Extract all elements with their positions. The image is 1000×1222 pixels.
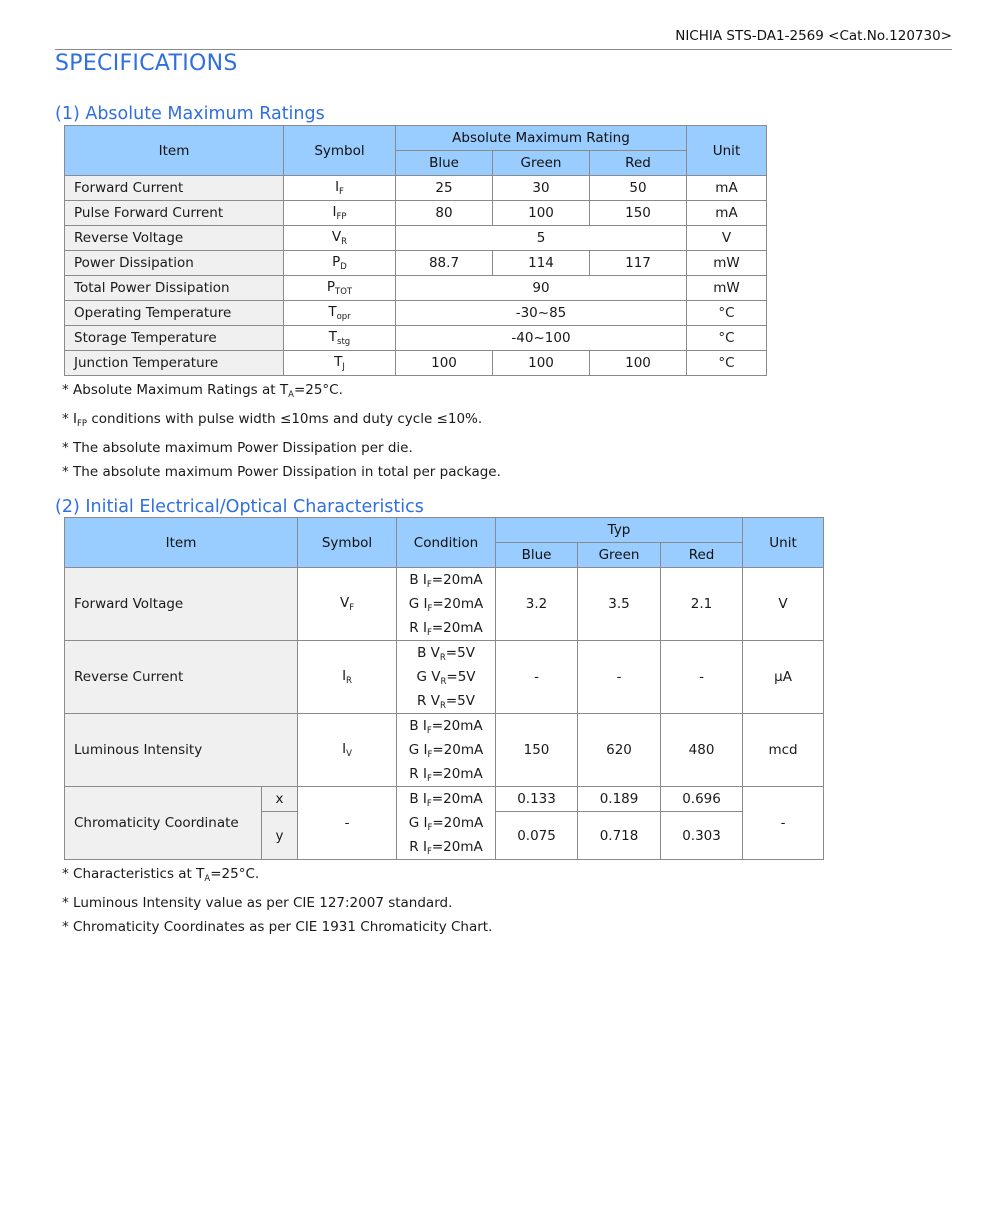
condition-subscript: F bbox=[426, 847, 432, 857]
typ-green-cell: - bbox=[578, 641, 661, 714]
condition-line bbox=[397, 568, 495, 592]
condition-line bbox=[397, 592, 495, 616]
condition-prefix: G I bbox=[408, 742, 428, 758]
typ-red-cell: 0.303 bbox=[661, 812, 743, 860]
footnote-subscript: FP bbox=[77, 419, 88, 429]
unit-cell: mA bbox=[687, 201, 767, 226]
rating-blue-cell: 88.7 bbox=[396, 251, 493, 276]
symbol-text: I bbox=[342, 741, 347, 757]
condition-prefix: B I bbox=[409, 572, 427, 588]
condition-line bbox=[397, 616, 495, 640]
typ-green-cell: 0.718 bbox=[578, 812, 661, 860]
rating-all-cell: 90 bbox=[396, 276, 687, 301]
symbol-text: T bbox=[334, 354, 343, 370]
table-row bbox=[65, 176, 767, 201]
column-header-unit: Unit bbox=[687, 126, 767, 176]
footnote-text: * Chromaticity Coordinates as per CIE 1931 Chromaticity Chart. bbox=[62, 919, 493, 935]
footnote-subscript: A bbox=[204, 874, 211, 884]
typ-blue-cell: 150 bbox=[496, 714, 578, 787]
symbol-subscript: TOT bbox=[335, 287, 353, 297]
unit-cell: °C bbox=[687, 326, 767, 351]
column-header-symbol: Symbol bbox=[298, 518, 397, 568]
symbol-text: T bbox=[328, 329, 338, 345]
item-cell: Reverse Current bbox=[65, 641, 298, 714]
typ-blue-cell: 3.2 bbox=[496, 568, 578, 641]
footnote-text: * Characteristics at T bbox=[62, 866, 205, 882]
rating-all-cell: 5 bbox=[396, 226, 687, 251]
symbol-cell bbox=[284, 351, 396, 376]
footnote-text: * The absolute maximum Power Dissipation per die. bbox=[62, 440, 413, 456]
condition-prefix: R V bbox=[417, 693, 440, 709]
symbol-subscript: F bbox=[339, 187, 344, 197]
condition-line bbox=[397, 665, 495, 689]
condition-line bbox=[397, 762, 495, 786]
symbol-cell bbox=[298, 568, 397, 641]
condition-cell bbox=[397, 714, 496, 787]
symbol-subscript: V bbox=[346, 749, 352, 759]
header-rule bbox=[55, 49, 952, 50]
rating-red-cell: 117 bbox=[590, 251, 687, 276]
condition-subscript: F bbox=[427, 750, 433, 760]
condition-prefix: G V bbox=[416, 669, 441, 685]
condition-prefix: R I bbox=[409, 766, 427, 782]
column-header-green: Green bbox=[493, 151, 590, 176]
section-title-electrical-optical: (2) Initial Electrical/Optical Characteristics bbox=[55, 497, 424, 517]
footnote-subscript: A bbox=[288, 390, 294, 400]
footnote-text-end: conditions with pulse width ≤10ms and duty cycle ≤10%. bbox=[87, 411, 483, 427]
coordinate-y-label: y bbox=[262, 812, 298, 860]
rating-green-cell: 100 bbox=[493, 351, 590, 376]
absolute-maximum-ratings-table bbox=[64, 125, 767, 376]
footnote bbox=[62, 460, 501, 484]
unit-cell: μA bbox=[743, 641, 824, 714]
rating-blue-cell: 25 bbox=[396, 176, 493, 201]
table-row bbox=[65, 641, 824, 714]
condition-value: =20mA bbox=[432, 815, 484, 831]
condition-cell bbox=[397, 641, 496, 714]
condition-value: =5V bbox=[445, 693, 475, 709]
unit-cell: V bbox=[743, 568, 824, 641]
footnote-text-end: =25°C. bbox=[293, 382, 343, 398]
column-header-item: Item bbox=[65, 518, 298, 568]
condition-line bbox=[397, 811, 495, 835]
item-cell: Total Power Dissipation bbox=[65, 276, 284, 301]
condition-subscript: F bbox=[427, 823, 433, 833]
unit-cell: mcd bbox=[743, 714, 824, 787]
condition-line bbox=[397, 641, 495, 665]
condition-value: =20mA bbox=[432, 596, 484, 612]
item-cell: Forward Voltage bbox=[65, 568, 298, 641]
column-header-red: Red bbox=[590, 151, 687, 176]
condition-prefix: B I bbox=[409, 791, 427, 807]
symbol-cell bbox=[284, 201, 396, 226]
absolute-maximum-ratings-notes bbox=[62, 378, 501, 484]
condition-line bbox=[397, 689, 495, 713]
symbol-text: T bbox=[328, 304, 337, 320]
condition-subscript: R bbox=[439, 701, 446, 711]
condition-prefix: R I bbox=[409, 839, 427, 855]
condition-line bbox=[397, 835, 495, 859]
condition-value: =20mA bbox=[431, 839, 483, 855]
column-header-symbol: Symbol bbox=[284, 126, 396, 176]
page-title: SPECIFICATIONS bbox=[55, 51, 238, 76]
rating-all-cell: -30~85 bbox=[396, 301, 687, 326]
condition-value: =5V bbox=[446, 669, 476, 685]
condition-value: =20mA bbox=[431, 620, 483, 636]
rating-blue-cell: 80 bbox=[396, 201, 493, 226]
condition-prefix: G I bbox=[408, 815, 428, 831]
condition-line bbox=[397, 714, 495, 738]
footnote-text-end: =25°C. bbox=[210, 866, 260, 882]
rating-green-cell: 114 bbox=[493, 251, 590, 276]
condition-subscript: F bbox=[426, 774, 432, 784]
condition-value: =5V bbox=[445, 645, 475, 661]
footnote bbox=[62, 862, 492, 891]
symbol-cell bbox=[284, 301, 396, 326]
condition-prefix: B I bbox=[409, 718, 427, 734]
symbol-cell bbox=[284, 226, 396, 251]
rating-all-cell: -40~100 bbox=[396, 326, 687, 351]
item-cell: Junction Temperature bbox=[65, 351, 284, 376]
symbol-cell bbox=[284, 251, 396, 276]
symbol-cell bbox=[298, 714, 397, 787]
symbol-cell bbox=[298, 641, 397, 714]
condition-value: =20mA bbox=[431, 766, 483, 782]
electrical-optical-characteristics-table bbox=[64, 517, 824, 860]
footnote bbox=[62, 915, 492, 939]
typ-red-cell: 0.696 bbox=[661, 787, 743, 812]
rating-red-cell: 50 bbox=[590, 176, 687, 201]
table-row bbox=[65, 568, 824, 641]
typ-red-cell: - bbox=[661, 641, 743, 714]
symbol-subscript: stg bbox=[337, 337, 351, 347]
symbol-cell: - bbox=[298, 787, 397, 860]
footnote bbox=[62, 891, 492, 915]
condition-value: =20mA bbox=[432, 742, 484, 758]
condition-subscript: F bbox=[426, 628, 432, 638]
condition-subscript: F bbox=[426, 726, 432, 736]
condition-value: =20mA bbox=[431, 791, 483, 807]
symbol-text: I bbox=[342, 668, 347, 684]
symbol-subscript: opr bbox=[336, 312, 351, 322]
typ-green-cell: 3.5 bbox=[578, 568, 661, 641]
table-row-chromaticity-x bbox=[65, 787, 824, 812]
table-row bbox=[65, 251, 767, 276]
column-header-item: Item bbox=[65, 126, 284, 176]
symbol-cell bbox=[284, 326, 396, 351]
symbol-cell bbox=[284, 276, 396, 301]
symbol-text: I bbox=[335, 179, 340, 195]
symbol-text: V bbox=[331, 229, 342, 245]
symbol-subscript: J bbox=[342, 362, 345, 372]
table-row bbox=[65, 201, 767, 226]
unit-cell: mW bbox=[687, 251, 767, 276]
condition-line bbox=[397, 787, 495, 811]
unit-cell: mW bbox=[687, 276, 767, 301]
footnote bbox=[62, 436, 501, 460]
condition-prefix: G I bbox=[408, 596, 428, 612]
column-header-typ: Typ bbox=[496, 518, 743, 543]
item-cell: Chromaticity Coordinate bbox=[65, 787, 262, 860]
footnote-text: * The absolute maximum Power Dissipation in total per package. bbox=[62, 464, 501, 480]
condition-value: =20mA bbox=[431, 718, 483, 734]
condition-prefix: R I bbox=[409, 620, 427, 636]
symbol-subscript: R bbox=[341, 237, 348, 247]
symbol-cell bbox=[284, 176, 396, 201]
condition-value: =20mA bbox=[431, 572, 483, 588]
symbol-text: P bbox=[332, 254, 341, 270]
column-header-blue: Blue bbox=[396, 151, 493, 176]
symbol-subscript: D bbox=[340, 262, 347, 272]
typ-red-cell: 480 bbox=[661, 714, 743, 787]
item-cell: Storage Temperature bbox=[65, 326, 284, 351]
typ-blue-cell: 0.075 bbox=[496, 812, 578, 860]
item-cell: Power Dissipation bbox=[65, 251, 284, 276]
item-cell: Luminous Intensity bbox=[65, 714, 298, 787]
symbol-text: P bbox=[326, 279, 336, 295]
typ-blue-cell: - bbox=[496, 641, 578, 714]
rating-red-cell: 150 bbox=[590, 201, 687, 226]
rating-green-cell: 30 bbox=[493, 176, 590, 201]
rating-green-cell: 100 bbox=[493, 201, 590, 226]
footnote bbox=[62, 378, 501, 407]
symbol-subscript: R bbox=[346, 676, 352, 686]
item-cell: Forward Current bbox=[65, 176, 284, 201]
rating-blue-cell: 100 bbox=[396, 351, 493, 376]
condition-subscript: R bbox=[440, 677, 447, 687]
item-cell: Reverse Voltage bbox=[65, 226, 284, 251]
rating-red-cell: 100 bbox=[590, 351, 687, 376]
footnote-text: * Absolute Maximum Ratings at T bbox=[62, 382, 289, 398]
table-row bbox=[65, 226, 767, 251]
footnote-text: * I bbox=[62, 411, 78, 427]
symbol-text: V bbox=[339, 595, 350, 611]
condition-cell bbox=[397, 787, 496, 860]
column-header-unit: Unit bbox=[743, 518, 824, 568]
condition-cell bbox=[397, 568, 496, 641]
table-row bbox=[65, 351, 767, 376]
column-header-rating: Absolute Maximum Rating bbox=[396, 126, 687, 151]
typ-green-cell: 620 bbox=[578, 714, 661, 787]
condition-subscript: F bbox=[426, 580, 432, 590]
typ-blue-cell: 0.133 bbox=[496, 787, 578, 812]
condition-prefix: B V bbox=[417, 645, 440, 661]
condition-subscript: F bbox=[426, 799, 432, 809]
symbol-subscript: F bbox=[349, 603, 355, 613]
column-header-condition: Condition bbox=[397, 518, 496, 568]
unit-cell: mA bbox=[687, 176, 767, 201]
item-cell: Pulse Forward Current bbox=[65, 201, 284, 226]
document-reference: NICHIA STS-DA1-2569 <Cat.No.120730> bbox=[675, 28, 952, 44]
condition-line bbox=[397, 738, 495, 762]
unit-cell: °C bbox=[687, 351, 767, 376]
condition-subscript: R bbox=[439, 653, 446, 663]
table-row bbox=[65, 301, 767, 326]
unit-cell: - bbox=[743, 787, 824, 860]
electrical-optical-notes bbox=[62, 862, 492, 939]
footnote-text: * Luminous Intensity value as per CIE 127:2007 standard. bbox=[62, 895, 453, 911]
condition-subscript: F bbox=[427, 604, 433, 614]
footnote bbox=[62, 407, 501, 436]
typ-green-cell: 0.189 bbox=[578, 787, 661, 812]
table-row bbox=[65, 714, 824, 787]
item-cell: Operating Temperature bbox=[65, 301, 284, 326]
column-header-blue: Blue bbox=[496, 543, 578, 568]
column-header-red: Red bbox=[661, 543, 743, 568]
column-header-green: Green bbox=[578, 543, 661, 568]
unit-cell: V bbox=[687, 226, 767, 251]
symbol-subscript: FP bbox=[336, 212, 347, 222]
coordinate-x-label: x bbox=[262, 787, 298, 812]
section-title-absolute-maximum-ratings: (1) Absolute Maximum Ratings bbox=[55, 104, 325, 124]
unit-cell: °C bbox=[687, 301, 767, 326]
typ-red-cell: 2.1 bbox=[661, 568, 743, 641]
symbol-text: I bbox=[332, 204, 337, 220]
table-row bbox=[65, 276, 767, 301]
table-row bbox=[65, 326, 767, 351]
